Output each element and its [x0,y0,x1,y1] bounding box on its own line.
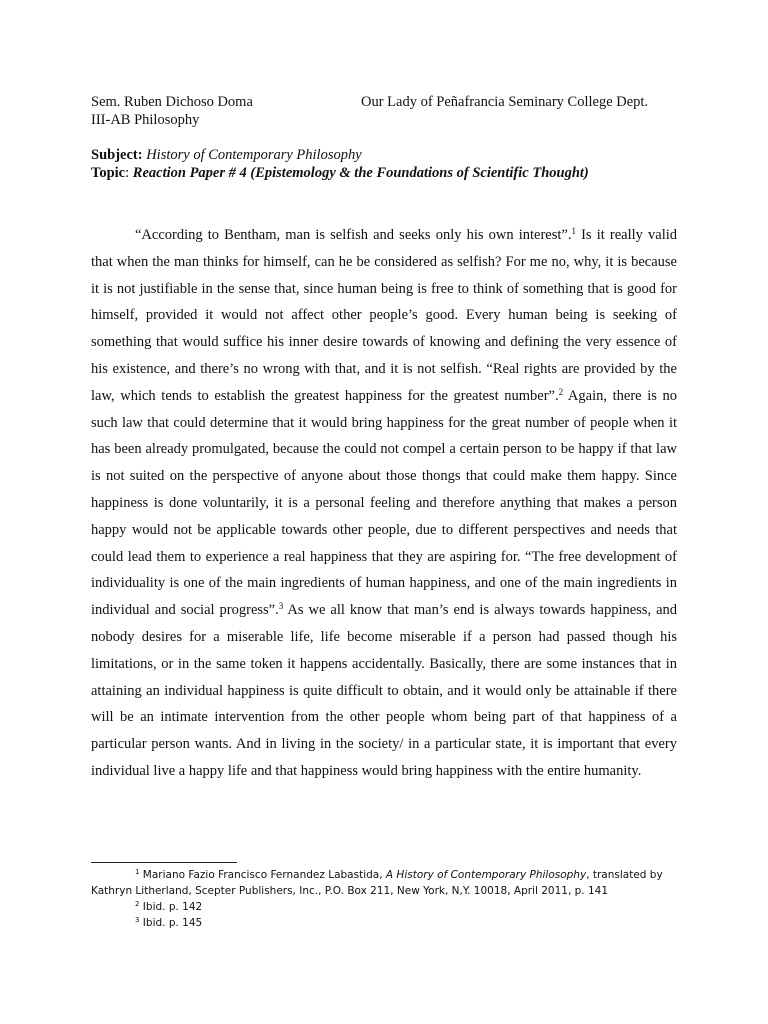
body-segment: As we all know that man’s end is always towards happiness, and nobody desires for a miserable life, life become miserable if a person had passed though his limitations, or in the same token it happens accidentally. Basically, there are some instances that in attaining an individual happiness is quite difficult to obtain, and it would only be attainable if there will be an intimate intervention from the other people whom being part of that happiness of a particular person wants. And in living in the society/ in a particular state, it is important that every individual live a happy life and that happiness would bring happiness with the entire humanity. [91,602,677,779]
footnote-divider [91,862,237,863]
footnote-number: 1 [135,868,140,876]
footnote-ref: 2 [558,386,564,397]
topic-separator: : [125,165,130,181]
footnote-2 [91,899,677,915]
footnotes [91,867,677,931]
body-segment: Is it really valid that when the man thinks for himself, can he be considered as selfish? For me no, why, it is because it is not justifiable in the sense that, since human being is free to think of something that is good for himself, provided it would not affect other people’s good. Every human being is seeking of something that would suffice his inner desire towards of knowing and defining the very essence of his existence, and there’s no wrong with that, and it is not selfish. “Real rights are provided by the law, which tends to establish the greatest happiness for the greatest number”. [91,227,678,404]
footnote-3 [91,915,677,931]
body-segment: Again, there is no such law that could determine that it would bring happiness for the great number of people when it has been already promulgated, because the could not compel a certain person to be happy if that law is not suited on the perspective of anyone about those thongs that could make them happy. Since happiness is done voluntarily, it is a personal feeling and therefore anything that makes a person happy would not be applicable towards other people, due to different perspectives and needs that could lead them to experience a real happiness that they are aspiring for. “The free development of individuality is one of the main ingredients of human happiness, and one of the main ingredients in individual and social progress”. [91,387,677,619]
topic-label: Topic [91,165,126,181]
footnote-text: , translated by Kathryn Litherland, Scepter Publishers, Inc., P.O. Box 211, New York, N,Y. 10018, April 2011, p. 141 [91,869,663,897]
footnote-number: 2 [135,900,140,908]
footnote-book-title: A History of Contemporary Philosophy [385,869,587,881]
footnote-text: Ibid. p. 145 [139,917,203,929]
course-line: III-AB Philosophy [91,112,200,128]
topic-line [91,164,589,182]
topic-value: Reaction Paper # 4 (Epistemology & the Foundations of Scientific Thought) [132,165,589,181]
footnote-text: Mariano Fazio Francisco Fernandez Labastida, [139,869,386,881]
header-row [91,93,691,111]
school-name: Our Lady of Peñafrancia Seminary College Dept. [361,94,649,110]
body-segment: “According to Bentham, man is selfish and seeks only his own interest”. [135,227,572,243]
footnote-1 [91,867,677,899]
footnote-ref: 1 [571,226,576,236]
footnote-text: Ibid. p. 142 [139,901,203,913]
footnote-ref: 3 [278,601,284,612]
subject-line [91,146,362,164]
footnote-number: 3 [135,916,140,924]
subject-label: Subject: [91,147,143,163]
subject-value: History of Contemporary Philosophy [146,147,362,163]
body-paragraph [91,222,677,785]
author-name: Sem. Ruben Dichoso Doma [91,94,253,110]
